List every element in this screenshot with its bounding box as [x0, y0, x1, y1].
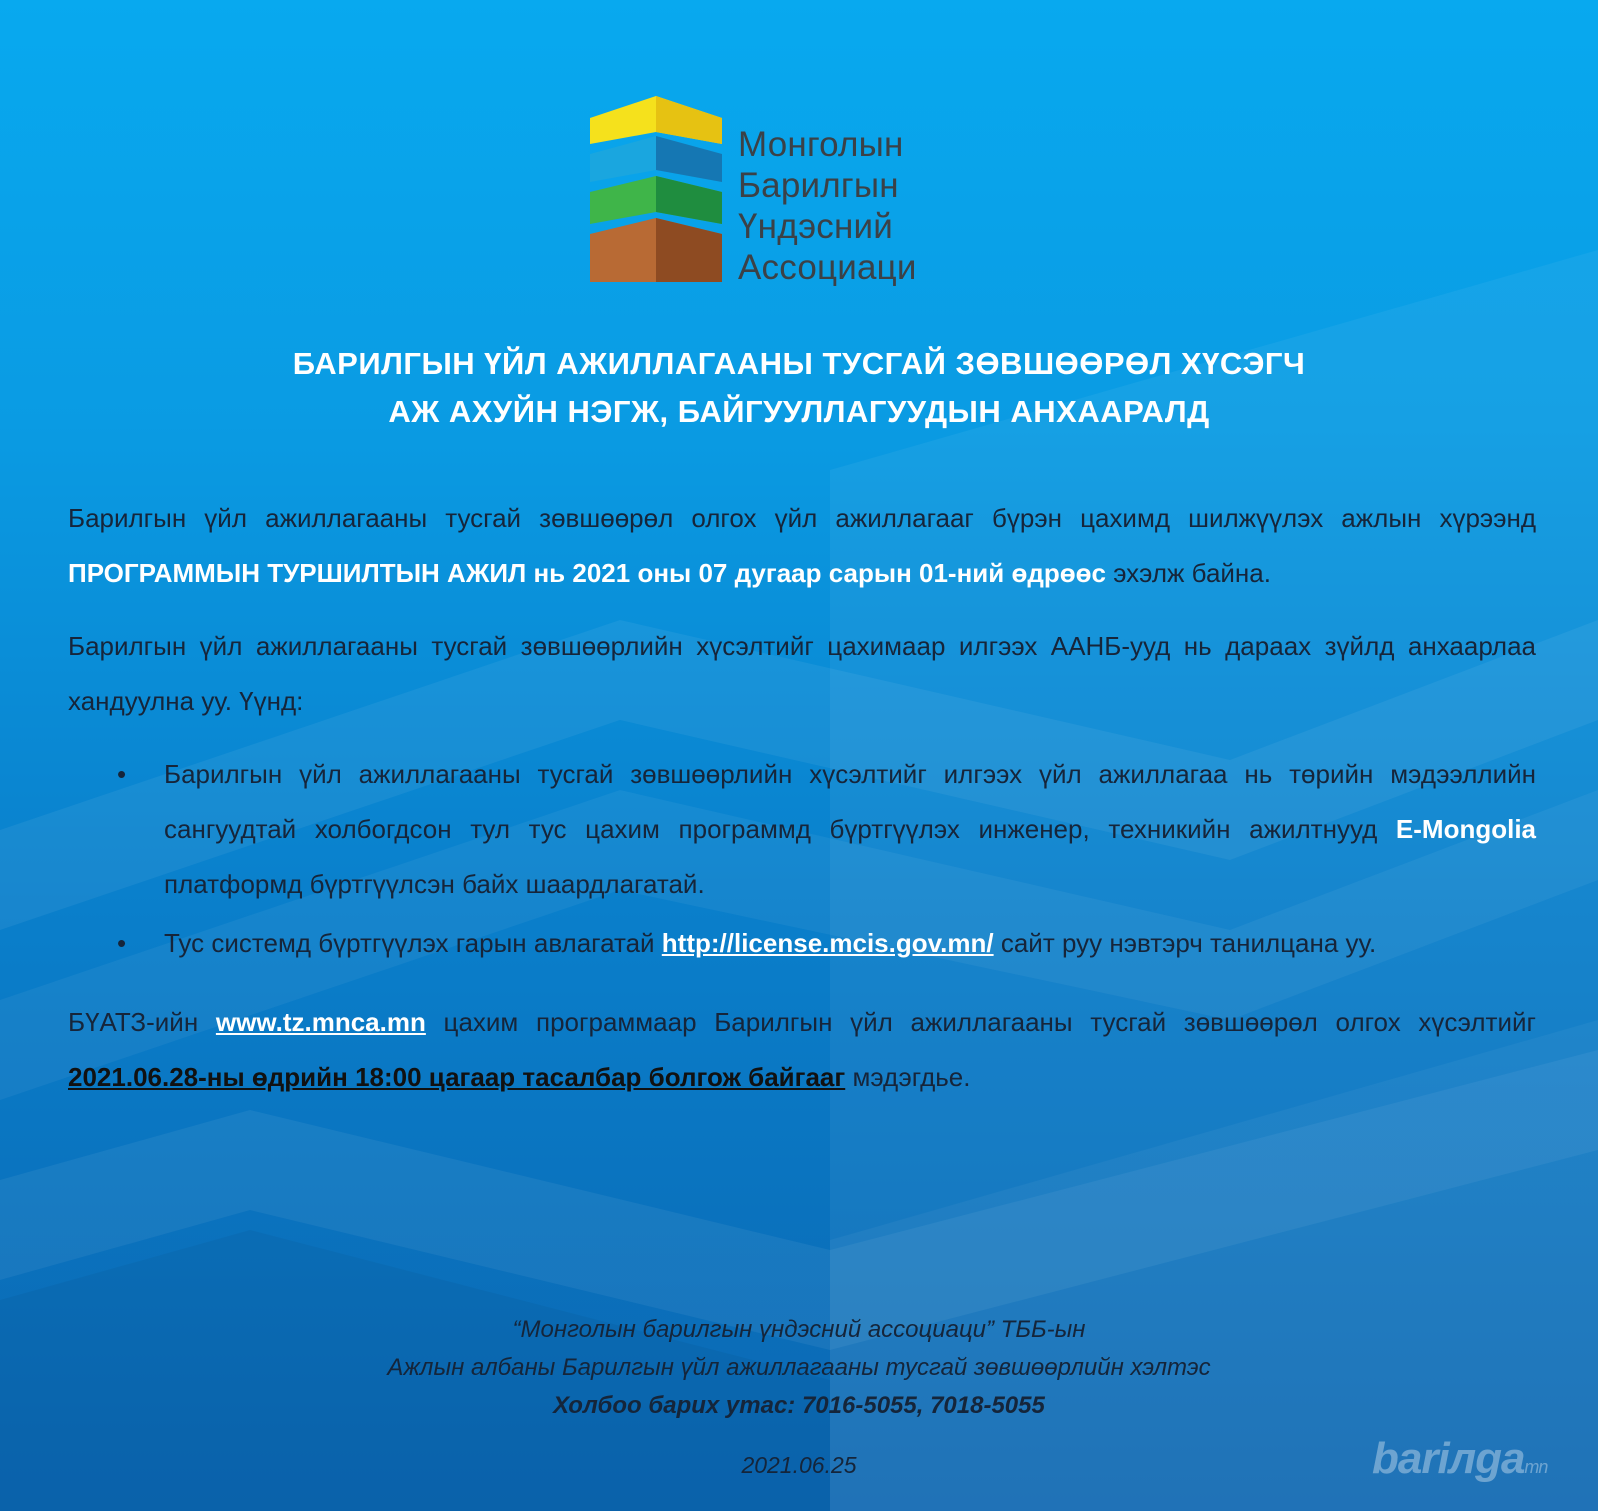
logo-line: Барилгын	[738, 166, 899, 205]
association-logo	[590, 96, 950, 286]
signature-footer	[0, 1311, 1598, 1425]
footer-department: Ажлын албаны Барилгын үйл ажиллагааны тусгай зөвшөөрлийн хэлтэс	[387, 1354, 1211, 1381]
announcement-heading	[0, 340, 1598, 436]
tz-site-link[interactable]: www.tz.mnca.mn	[215, 1007, 426, 1037]
heading-line-2: АЖ АХУЙН НЭГЖ, БАЙГУУЛЛАГУУДЫН АНХААРАЛД	[388, 394, 1210, 429]
logo-line: Үндэсний	[738, 207, 893, 246]
list-item: • Барилгын үйл ажиллагааны тусгай зөвшөөрлийн хүсэлтийг илгээх үйл ажиллагаа нь төрийн мэдээллийн сангуудтай холбогдсон тул тус цахим программд бүртгүүлэх инженер, техникийн ажилтнууд E-Mongolia платформд бүртгүүлсэн байх шаардлагатай.	[164, 747, 1536, 912]
paragraph-pilot-start: Барилгын үйл ажиллагааны тусгай зөвшөөрөл олгох үйл ажиллагааг бүрэн цахимд шилжүүлэх ажлын хүрээнд ПРОГРАММЫН ТУРШИЛТЫН АЖИЛ нь 2021 оны 07 дугаар сарын 01-ний өдрөөс эхэлж байна.	[68, 503, 1536, 588]
paragraph-deadline: БҮАТЗ-ийн www.tz.mnca.mn цахим программаар Барилгын үйл ажиллагааны тусгай зөвшөөрөл олгох хүсэлтийг 2021.06.28-ны өдрийн 18:00 цагаар тасалбар болгож байгааг мэдэгдье.	[68, 1007, 1536, 1092]
announcement-date: 2021.06.25	[741, 1452, 857, 1478]
barilga-watermark: bariлgamn	[1372, 1434, 1548, 1483]
requirements-list	[68, 747, 1536, 971]
deadline-highlight: 2021.06.28-ны өдрийн 18:00 цагаар тасалбар болгож байгааг	[68, 1062, 846, 1092]
logo-text	[738, 124, 917, 288]
pilot-start-highlight: ПРОГРАММЫН ТУРШИЛТЫН АЖИЛ нь 2021 оны 07 дугаар сарын 01-ний өдрөөс	[68, 558, 1106, 588]
footer-phone: Холбоо барих утас: 7016-5055, 7018-5055	[553, 1392, 1045, 1419]
list-item: • Тус системд бүртгүүлэх гарын авлагатай http://license.mcis.gov.mn/ сайт руу нэвтэрч танилцана уу.	[164, 916, 1536, 971]
footer-organization: “Монголын барилгын үндэсний ассоциаци” ТББ-ын	[512, 1316, 1086, 1343]
logo-line: Монголын	[738, 125, 904, 164]
e-mongolia-highlight: E-Mongolia	[1395, 814, 1536, 844]
heading-line-1: БАРИЛГЫН ҮЙЛ АЖИЛЛАГААНЫ ТУСГАЙ ЗӨВШӨӨРӨЛ ХҮСЭГЧ	[292, 346, 1306, 381]
paragraph-attention: Барилгын үйл ажиллагааны тусгай зөвшөөрлийн хүсэлтийг цахимаар илгээх ААНБ-ууд нь дараах зүйлд анхаарлаа хандуулна уу. Үүнд:	[68, 631, 1536, 716]
license-site-link[interactable]: http://license.mcis.gov.mn/	[661, 928, 994, 958]
logo-line: Ассоциаци	[738, 248, 917, 287]
building-logo-icon	[590, 96, 722, 284]
announcement-body	[68, 491, 1536, 1123]
